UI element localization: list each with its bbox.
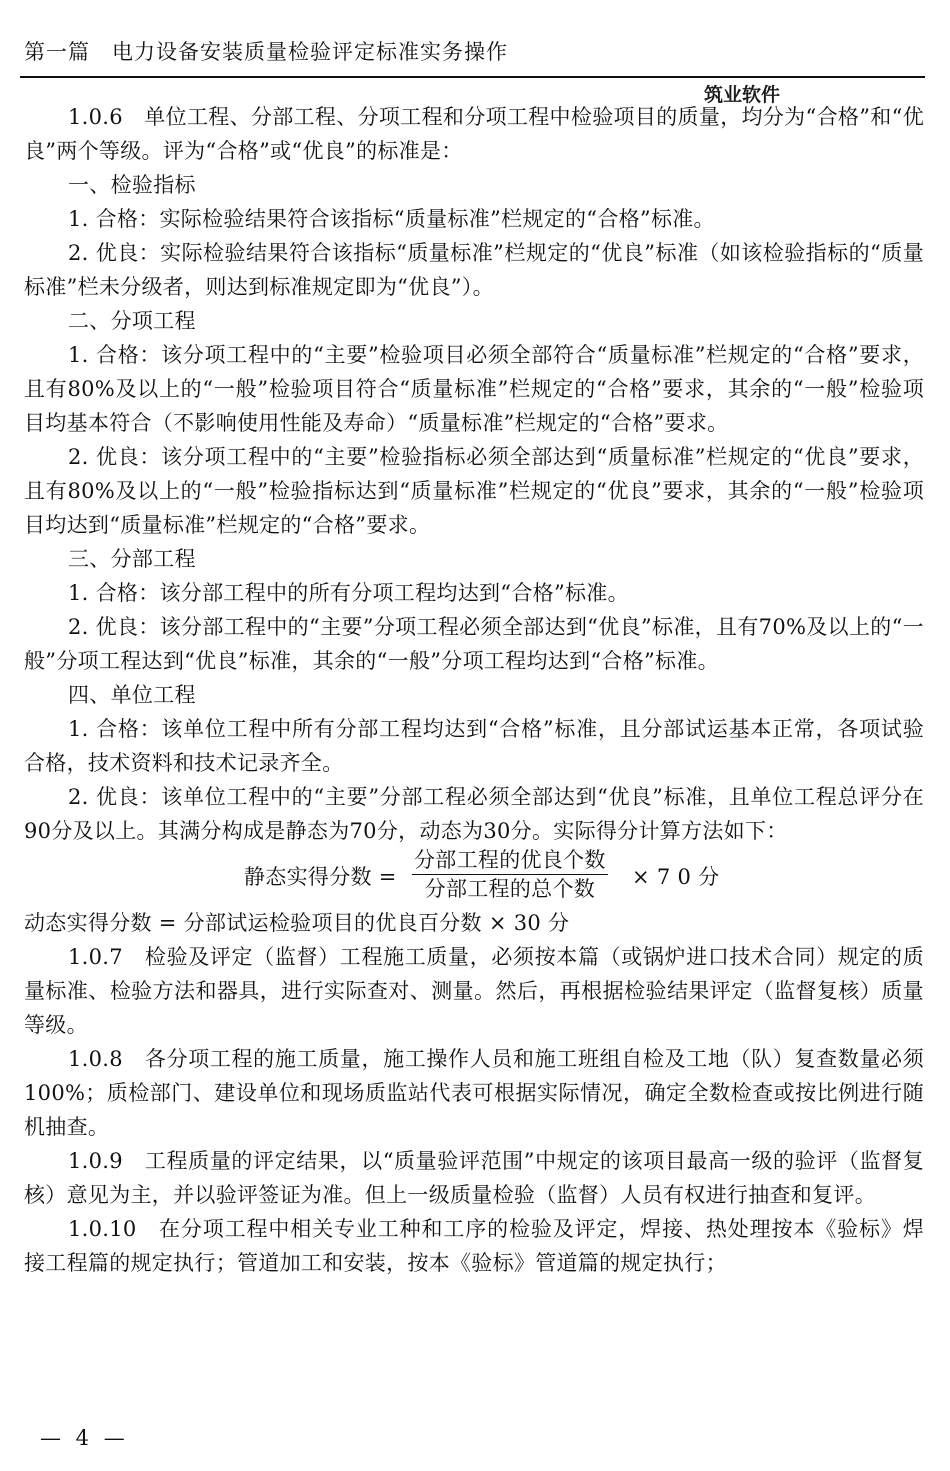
section-heading-1: 一、检验指标 bbox=[68, 173, 196, 197]
clause-1-0-7: 1.0.7 检验及评定（监督）工程施工质量，必须按本篇（或锅炉进口技术合同）规定的质量标准、检验方法和器具，进行实际查对、测量。然后，再根据检验结果评定（监督复核）质量等级。 bbox=[24, 945, 924, 1037]
document-body bbox=[24, 100, 924, 1280]
section-2-item-2: 2. 优良：该分项工程中的“主要”检验指标必须全部达到“质量标准”栏规定的“优良”要求，且有80%及以上的“一般”检验指标达到“质量标准”栏规定的“优良”要求，其余的“一般”检验项目均达到“质量标准”栏规定的“合格”要求。 bbox=[24, 445, 924, 537]
static-formula-label: 静态实得分数 = bbox=[244, 865, 397, 889]
static-formula-multiplier: × 7 0 分 bbox=[632, 865, 720, 889]
fraction-denominator: 分部工程的总个数 bbox=[424, 877, 596, 901]
section-heading-2: 二、分项工程 bbox=[68, 309, 196, 333]
section-1-item-2: 2. 优良：实际检验结果符合该指标“质量标准”栏规定的“优良”标准（如该检验指标的“质量标准”栏未分级者，则达到标准规定即为“优良”）。 bbox=[24, 241, 924, 299]
clause-1-0-9: 1.0.9 工程质量的评定结果，以“质量验评范围”中规定的该项目最高一级的验评（监督复核）意见为主，并以验评签证为准。但上一级质量检验（监督）人员有权进行抽查和复评。 bbox=[24, 1149, 924, 1207]
dynamic-score-formula: 动态实得分数 = 分部试运检验项目的优良百分数 × 30 分 bbox=[24, 911, 570, 935]
static-score-formula bbox=[24, 850, 924, 906]
section-1-item-1: 1. 合格：实际检验结果符合该指标“质量标准”栏规定的“合格”标准。 bbox=[68, 207, 715, 231]
section-4-item-1: 1. 合格：该单位工程中所有分部工程均达到“合格”标准，且分部试运基本正常，各项试验合格，技术资料和技术记录齐全。 bbox=[24, 717, 924, 775]
section-heading-4: 四、单位工程 bbox=[68, 683, 196, 707]
header-divider bbox=[20, 76, 925, 78]
fraction-numerator: 分部工程的优良个数 bbox=[412, 846, 608, 875]
page-header: 第一篇 电力设备安装质量检验评定标准实务操作 bbox=[24, 40, 508, 64]
section-heading-3: 三、分部工程 bbox=[68, 547, 196, 571]
watermark-text: 筑业软件 bbox=[704, 84, 781, 106]
clause-1-0-8: 1.0.8 各分项工程的施工质量，施工操作人员和施工班组自检及工地（队）复查数量必须100%；质检部门、建设单位和现场质监站代表可根据实际情况，确定全数检查或按比例进行随机抽查。 bbox=[24, 1047, 924, 1139]
section-4-item-2: 2. 优良：该单位工程中的“主要”分部工程必须全部达到“优良”标准，且单位工程总评分在90分及以上。其满分构成是静态为70分，动态为30分。实际得分计算方法如下： bbox=[24, 785, 924, 843]
section-2-item-1: 1. 合格：该分项工程中的“主要”检验项目必须全部符合“质量标准”栏规定的“合格”要求，且有80%及以上的“一般”检验项目符合“质量标准”栏规定的“合格”要求，其余的“一般”检验项目均基本符合（不影响使用性能及寿命）“质量标准”栏规定的“合格”要求。 bbox=[24, 343, 924, 435]
section-3-item-2: 2. 优良：该分部工程中的“主要”分项工程必须全部达到“优良”标准，且有70%及以上的“一般”分项工程达到“优良”标准，其余的“一般”分项工程均达到“合格”标准。 bbox=[24, 615, 924, 673]
page-number: — 4 — bbox=[40, 1426, 129, 1450]
section-3-item-1: 1. 合格：该分部工程中的所有分项工程均达到“合格”标准。 bbox=[68, 581, 629, 605]
static-formula-fraction bbox=[412, 846, 608, 903]
clause-1-0-10: 1.0.10 在分项工程中相关专业工种和工序的检验及评定，焊接、热处理按本《验标》焊接工程篇的规定执行；管道加工和安装，按本《验标》管道篇的规定执行； bbox=[24, 1217, 924, 1275]
clause-1-0-6: 1.0.6 单位工程、分部工程、分项工程和分项工程中检验项目的质量，均分为“合格”和“优良”两个等级。评为“合格”或“优良”的标准是： bbox=[24, 105, 924, 163]
